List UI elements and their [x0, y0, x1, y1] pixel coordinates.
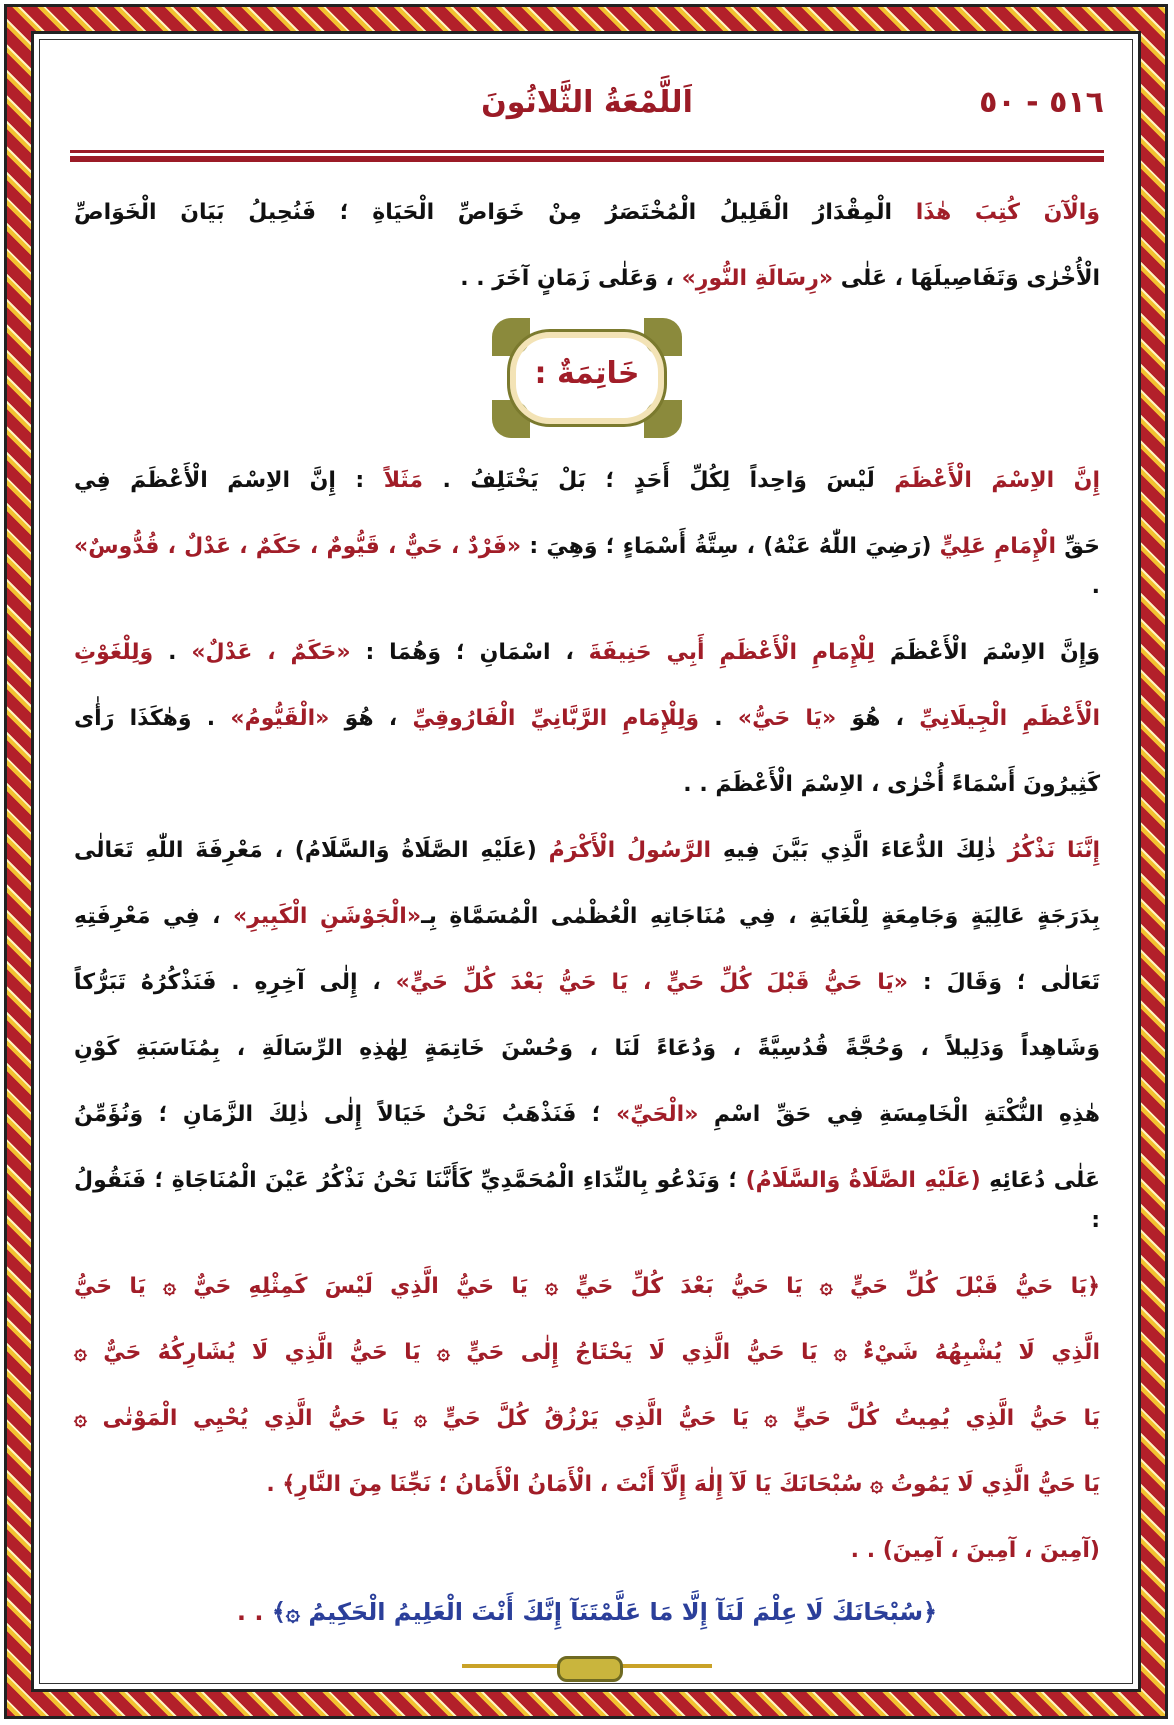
amen-line: (آمِينَ ، آمِينَ ، آمِينَ) . .	[850, 1538, 1100, 1563]
text-span: كَثِيرُونَ أَسْمَاءً أُخْرٰى ، الاِسْمَ الْأَعْظَمَ . .	[683, 772, 1100, 797]
highlighted-text: وَلِلْإِمَامِ الرَّبَّانِيِّ الْفَارُوقِيِّ	[412, 706, 700, 731]
end-ornament-icon	[462, 1654, 712, 1678]
section-cartouche	[492, 318, 682, 438]
text-span: ، إِلٰى آخِرِهِ . فَنَذْكُرُهُ تَبَرُّكاً	[74, 970, 396, 995]
text-span: (رَضِيَ اللّٰهُ عَنْهُ) ، سِتَّةُ أَسْمَاءٍ ؛ وَهِيَ :	[521, 534, 940, 559]
highlighted-text: الرَّسُولُ الْأَكْرَمُ	[548, 838, 712, 863]
text-span: حَقِّ	[1056, 534, 1100, 559]
highlighted-text: الْأَعْظَمِ الْجِيلَانِيِّ	[919, 706, 1100, 731]
text-span: عَلٰى دُعَائِهِ	[980, 1168, 1100, 1193]
highlighted-text: «فَرْدٌ ، حَيٌّ ، قَيُّومٌ ، حَكَمٌ ، عَدْلٌ ، قُدُّوسٌ»	[74, 534, 522, 559]
text-line: يَا حَيُّ الَّذِي يُمِيتُ كُلَّ حَيٍّ ۞ يَا حَيُّ الَّذِي يَرْزُقُ كُلَّ حَيٍّ ۞ يَا حَيُّ الَّذِي يُحْيِي الْمَوْتٰى ۞	[74, 1406, 1100, 1431]
highlighted-text: «الْقَيُّومُ»	[230, 706, 330, 731]
page-number: ٥١٦ - ٥٠	[979, 85, 1104, 120]
text-span: بِدَرَجَةٍ عَالِيَةٍ وَجَامِعَةٍ لِلْغَايَةِ ، فِي مُنَاجَاتِهِ الْعُظْمٰى الْمُسَمَّاةِ بِـ	[421, 904, 1100, 929]
text-line	[74, 448, 1100, 514]
text-line	[74, 818, 1100, 884]
text-span: ، هُوَ	[329, 706, 413, 731]
text-line	[74, 752, 1100, 818]
text-span: ، هُوَ	[836, 706, 920, 731]
highlighted-text: لِلْإِمَامِ الْأَعْظَمِ أَبِي حَنِيفَةَ	[588, 640, 875, 665]
text-line	[74, 1148, 1100, 1254]
highlighted-text: إِنَّ الاِسْمَ الْأَعْظَمَ	[894, 468, 1100, 493]
text-line	[74, 246, 1100, 312]
text-span: .	[699, 706, 738, 731]
text-span: ؛ فَنَذْهَبُ نَحْنُ خَيَالاً إِلٰى ذٰلِكَ الزَّمَانِ ؛ وَنُؤَمِّنُ	[74, 1102, 617, 1127]
text-span: : إِنَّ الاِسْمَ الْأَعْظَمَ فِي	[74, 468, 384, 493]
highlighted-text: إِنَّنَا نَذْكُرُ	[1007, 838, 1100, 863]
header-rule	[70, 150, 1104, 153]
text-span: ، وَعَلٰى زَمَانٍ آخَرَ . .	[460, 266, 682, 291]
text-span: . وَهٰكَذَا رَأٰى	[74, 706, 231, 731]
highlighted-text: مَثَلاً	[383, 468, 424, 493]
highlighted-text: «يَا حَيُّ قَبْلَ كُلِّ حَيٍّ ، يَا حَيُّ بَعْدَ كُلِّ حَيٍّ»	[395, 970, 909, 995]
section-heading: خَاتِمَةٌ :	[534, 356, 640, 391]
text-span: .	[153, 640, 192, 665]
header-rule-thick	[70, 156, 1104, 162]
highlighted-text: الْإِمَامِ عَلِيٍّ	[939, 534, 1057, 559]
text-span: لَيْسَ وَاحِداً لِكُلِّ أَحَدٍ ؛ بَلْ يَخْتَلِفُ .	[423, 468, 895, 493]
highlighted-text: «حَكَمٌ ، عَدْلٌ»	[191, 640, 351, 665]
text-span: .	[1091, 574, 1100, 599]
intro-paragraph	[74, 180, 1100, 312]
text-span: الْمِقْدَارُ الْقَلِيلُ الْمُخْتَصَرُ مِنْ خَوَاصِّ الْحَيَاةِ ؛ فَنُحِيلُ بَيَانَ الْخَوَاصِّ	[74, 200, 916, 225]
text-span: ، فِي مَعْرِفَتِهِ	[74, 904, 233, 929]
text-line: يَا حَيُّ الَّذِي لَا يَمُوتُ ۞ سُبْحَانَكَ يَا لَآ إِلٰهَ إِلَّآ أَنْتَ ، الْأَمَانُ الْأَمَانُ ؛ نَجِّنَا مِنَ النَّارِ﴾ .	[266, 1472, 1100, 1497]
highlighted-text: «رِسَالَةِ النُّورِ»	[681, 266, 834, 291]
highlighted-text: (عَلَيْهِ الصَّلَاةُ وَالسَّلَامُ)	[745, 1168, 981, 1193]
text-span: ذٰلِكَ الدُّعَاءَ الَّذِي بَيَّنَ فِيهِ	[711, 838, 1008, 863]
page-body	[74, 180, 1100, 1678]
highlighted-text: «يَا حَيُّ»	[737, 706, 837, 731]
text-span: وَإِنَّ الاِسْمَ الْأَعْظَمَ	[874, 640, 1100, 665]
text-line	[74, 1082, 1100, 1148]
text-line	[74, 950, 1100, 1016]
page-header	[70, 85, 1104, 135]
chapter-title: اَللَّمْعَةُ الثَّلاثُونَ	[481, 85, 693, 120]
text-span: ، اسْمَانِ ؛ وَهُمَا :	[350, 640, 589, 665]
text-span: (عَلَيْهِ الصَّلَاةُ وَالسَّلَامُ) ، مَعْرِفَةَ اللّٰهِ تَعَالٰى	[74, 838, 549, 863]
text-line	[74, 180, 1100, 246]
highlighted-text: «الْجَوْشَنِ الْكَبِيرِ»	[233, 904, 422, 929]
text-span: الْأُخْرٰى وَتَفَاصِيلَهَا ، عَلٰى	[833, 266, 1100, 291]
text-line	[74, 620, 1100, 686]
text-line	[74, 1016, 1100, 1082]
text-span: هٰذِهِ النُّكْتَةِ الْخَامِسَةِ فِي حَقِّ اسْمِ	[698, 1102, 1100, 1127]
text-span: وَشَاهِداً وَدَلِيلاً ، وَحُجَّةً قُدُسِيَّةً ، وَدُعَاءً لَنَا ، وَحُسْنَ خَاتِمَةٍ لِهٰذِهِ الرِّسَالَةِ ، بِمُنَاسَبَةِ كَوْنِ	[74, 1036, 1100, 1061]
text-line	[74, 514, 1100, 620]
text-span: ؛ وَنَدْعُو بِالنِّدَاءِ الْمُحَمَّدِيِّ كَأَنَّنَا نَحْنُ نَذْكُرُ عَيْنَ الْمُنَاجَاةِ ؛ فَنَقُولُ :	[74, 1168, 1100, 1233]
text-span: تَعَالٰى ؛ وَقَالَ :	[908, 970, 1101, 995]
highlighted-text: وَالْآنَ كُتِبَ هٰذَا	[915, 200, 1101, 225]
text-line: الَّذِي لَا يُشْبِهُهُ شَيْءٌ ۞ يَا حَيُّ الَّذِي لَا يَحْتَاجُ إِلٰى حَيٍّ ۞ يَا حَيُّ الَّذِي لَا يُشَارِكُهُ حَيٌّ ۞	[74, 1340, 1100, 1365]
highlighted-text: «الْحَيِّ»	[616, 1102, 699, 1127]
text-line	[74, 884, 1100, 950]
paragraph-jawshan	[74, 818, 1100, 1254]
highlighted-text: وَلِلْغَوْثِ	[74, 640, 154, 665]
text-line	[74, 686, 1100, 752]
paragraph-names	[74, 448, 1100, 818]
closing-verse	[74, 1590, 1100, 1634]
text-line: ﴿يَا حَيُّ قَبْلَ كُلِّ حَيٍّ ۞ يَا حَيُّ بَعْدَ كُلِّ حَيٍّ ۞ يَا حَيُّ الَّذِي لَيْسَ كَمِثْلِهِ حَيٌّ ۞ يَا حَيُّ	[74, 1274, 1100, 1299]
closing-verse-suffix: . .	[236, 1598, 272, 1626]
closing-verse-text: ﴿سُبْحَانَكَ لَا عِلْمَ لَنَآ إِلَّا مَا عَلَّمْتَنَآ إِنَّكَ أَنْتَ الْعَلِيمُ الْحَكِيمُ ۞﴾	[271, 1598, 938, 1626]
prayer-block	[74, 1254, 1100, 1518]
